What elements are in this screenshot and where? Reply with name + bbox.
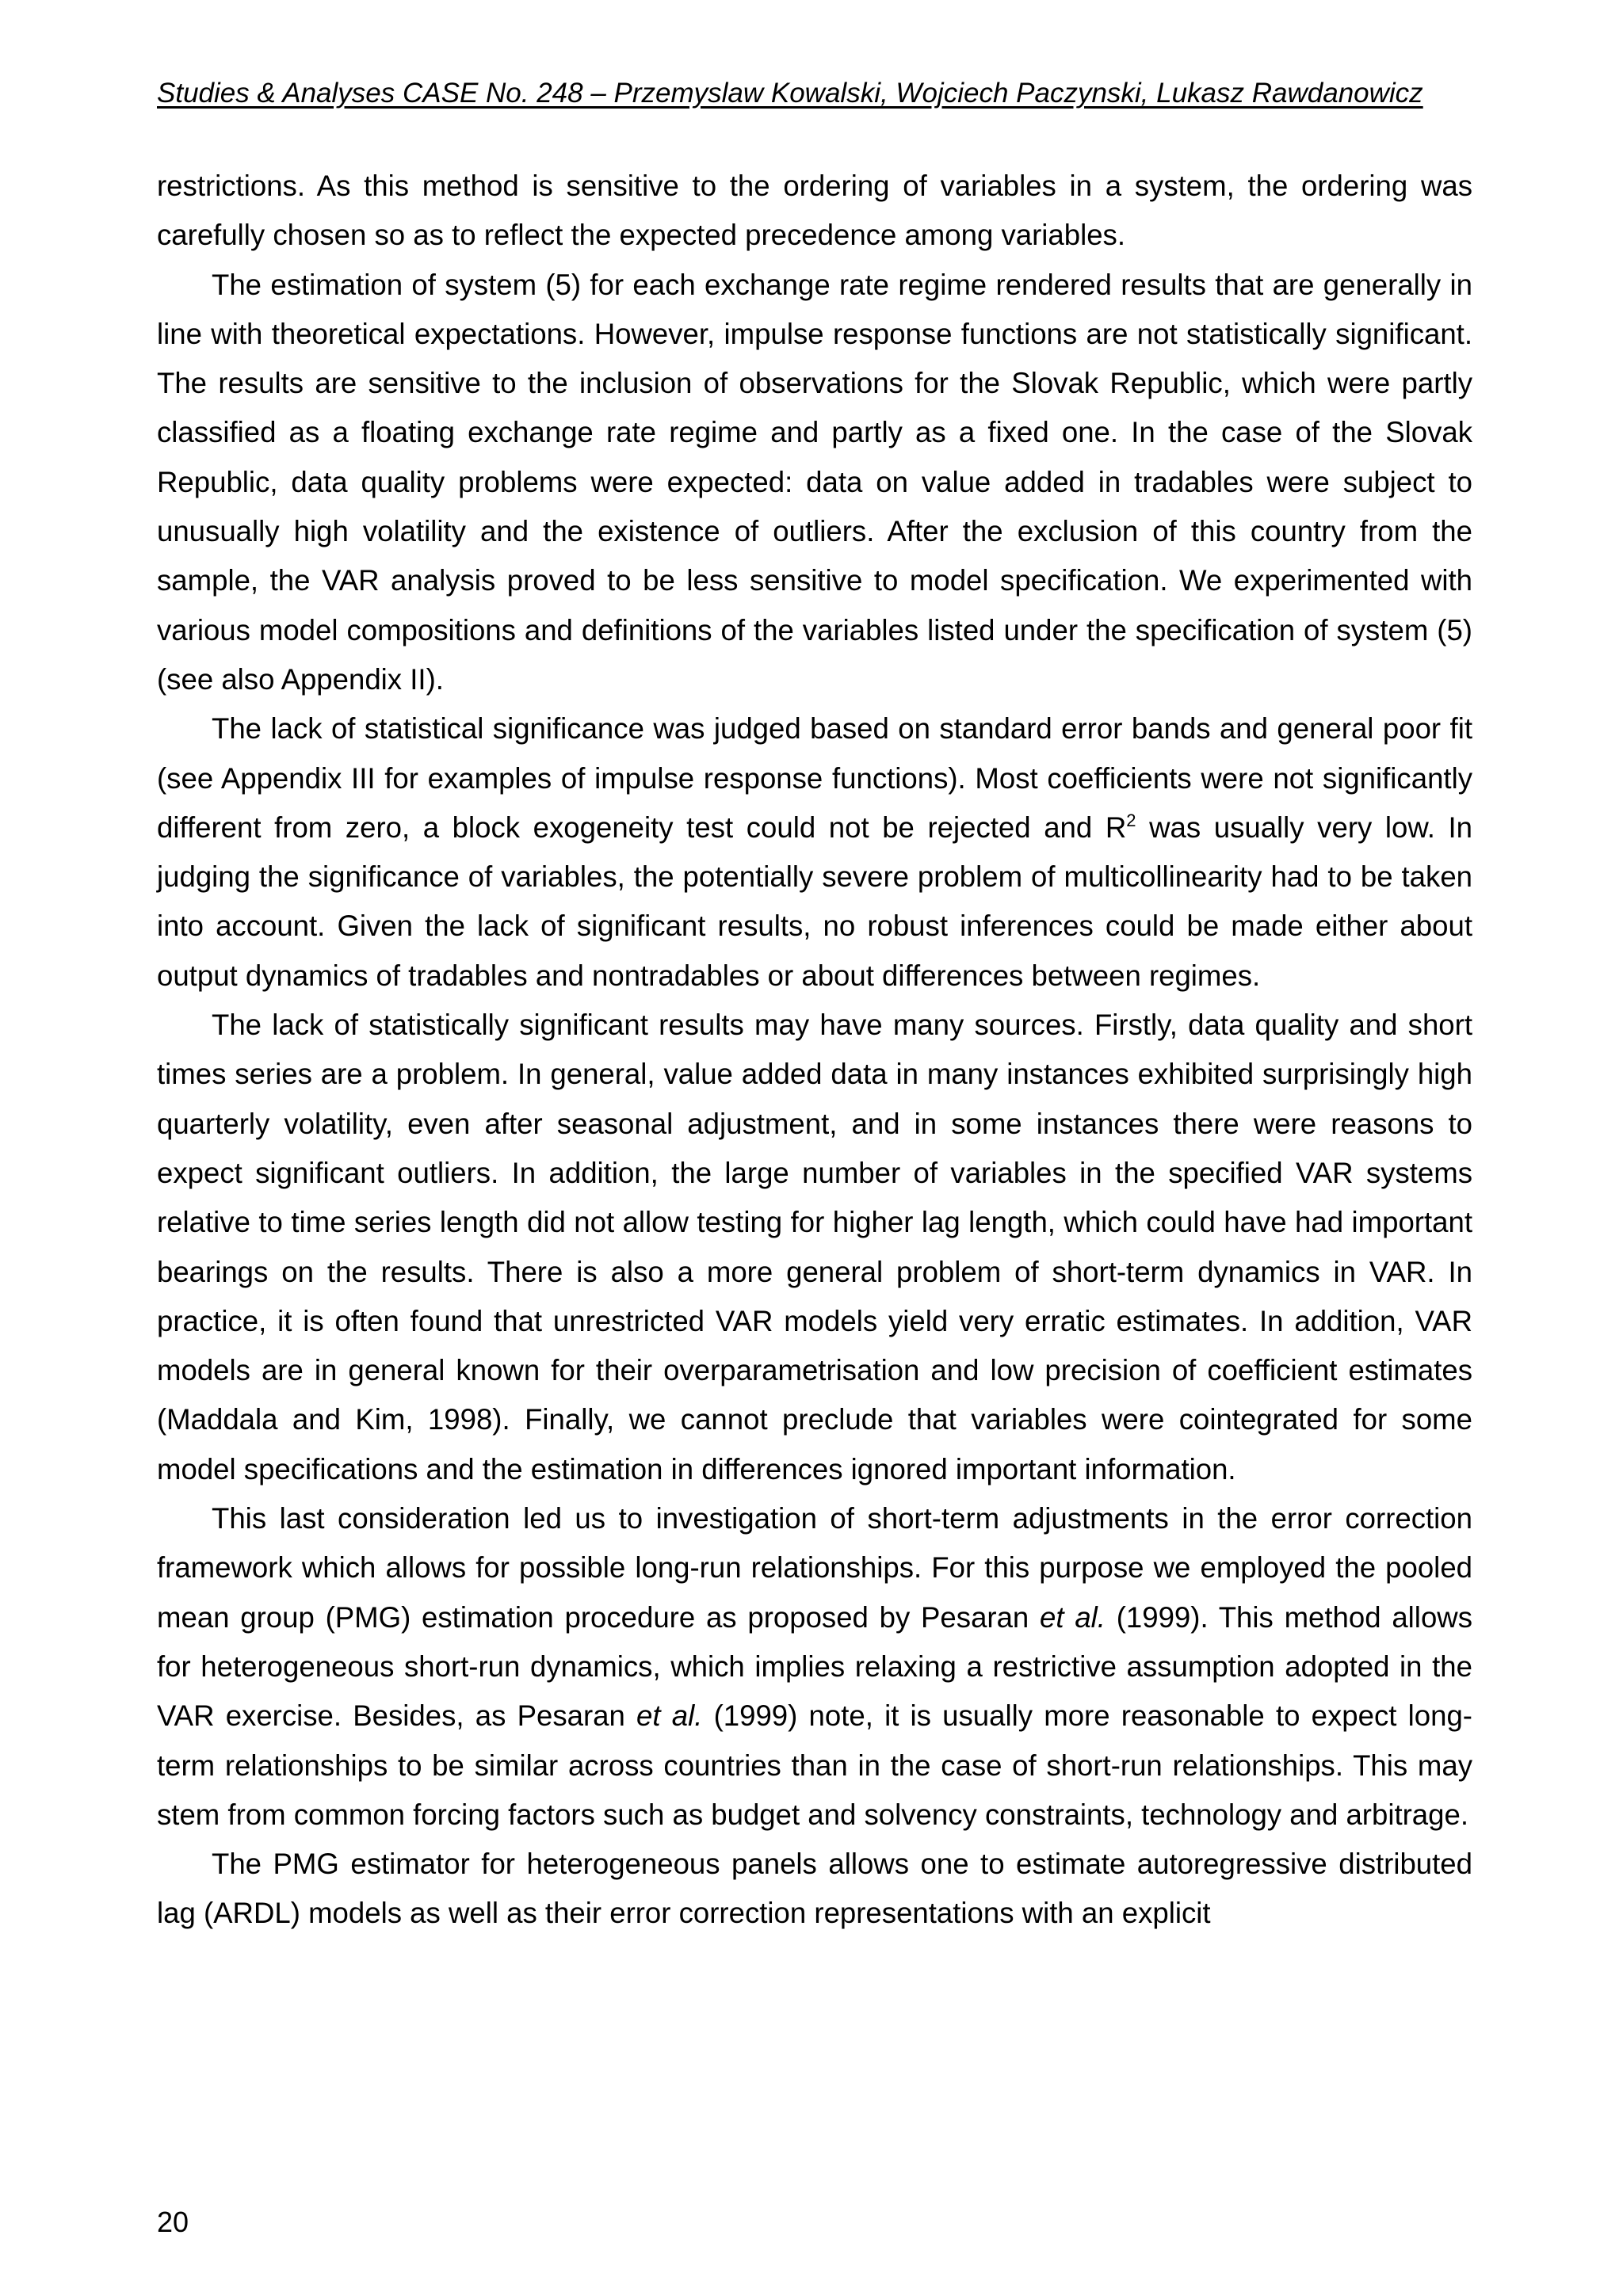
paragraph-5-text-c: (1999) note, it is usually more reasonable to expect long-term relationships to be similar across countries than in the case of short-run relationships. This may stem from common forcing factors such as budget and solvency constraints, technology and arbitrage. [157, 1699, 1472, 1831]
et-al-italic-2: et al. [636, 1699, 703, 1733]
running-header: Studies & Analyses CASE No. 248 – Przemyslaw Kowalski, Wojciech Paczynski, Lukasz Rawdanowicz [157, 78, 1423, 109]
body-text [157, 162, 1472, 1939]
r-squared-superscript: 2 [1126, 810, 1136, 830]
paragraph-1: restrictions. As this method is sensitive to the ordering of variables in a system, the ordering was carefully chosen so as to reflect the expected precedence among variables. [157, 170, 1472, 252]
page-number: 20 [157, 2206, 189, 2238]
paragraph-3-text-a: The lack of statistical significance was judged based on standard error bands and general poor fit (see Appendix III for examples of impulse response functions). Most coefficients were not significantly different from zero, a block exogeneity test could not be rejected and [157, 712, 1472, 844]
paragraph-5-text-b: (1999). This method allows for heterogeneous short-run dynamics, which implies relaxing a restrictive assumption adopted in the VAR exercise. Besides, as Pesaran [157, 1600, 1472, 1733]
paragraph-4: The lack of statistically significant results may have many sources. Firstly, data quality and short times series are a problem. In general, value added data in many instances exhibited surprisingly high quarterly volatility, even after seasonal adjustment, and in some instances there were reasons to expect significant outliers. In addition, the large number of variables in the specified VAR systems relative to time series length did not allow testing for higher lag length, which could have had important bearings on the results. There is also a more general problem of short-term dynamics in VAR. In practice, it is often found that unrestricted VAR models yield very erratic estimates. In addition, VAR models are in general known for their overparametrisation and low precision of coefficient estimates (Maddala and Kim, 1998). Finally, we cannot preclude that variables were cointegrated for some model specifications and the estimation in differences ignored important information. [157, 1009, 1472, 1486]
paragraph-5 [157, 1494, 1472, 1840]
r-squared-symbol: R [1105, 810, 1127, 844]
et-al-italic-1: et al. [1040, 1600, 1106, 1634]
paragraph-2: The estimation of system (5) for each exchange rate regime rendered results that are generally in line with theoretical expectations. However, impulse response functions are not statistically significant. The results are sensitive to the inclusion of observations for the Slovak Republic, which were partly classified as a floating exchange rate regime and partly as a fixed one. In the case of the Slovak Republic, data quality problems were expected: data on value added in tradables were subject to unusually high volatility and the existence of outliers. After the exclusion of this country from the sample, the VAR analysis proved to be less sensitive to model specification. We experimented with various model compositions and definitions of the variables listed under the specification of system (5) (see also Appendix II). [157, 268, 1472, 696]
paragraph-3 [157, 704, 1472, 1001]
paragraph-5-text-a: This last consideration led us to investigation of short-term adjustments in the error correction framework which allows for possible long-run relationships. For this purpose we employed the pooled mean group (PMG) estimation procedure as proposed by Pesaran [157, 1502, 1472, 1634]
paragraph-3-text-b: was usually very low. In judging the significance of variables, the potentially severe problem of multicollinearity had to be taken into account. Given the lack of significant results, no robust inferences could be made either about output dynamics of tradables and nontradables or about differences between regimes. [157, 810, 1472, 992]
paragraph-6: The PMG estimator for heterogeneous panels allows one to estimate autoregressive distributed lag (ARDL) models as well as their error correction representations with an explicit [157, 1848, 1472, 1930]
